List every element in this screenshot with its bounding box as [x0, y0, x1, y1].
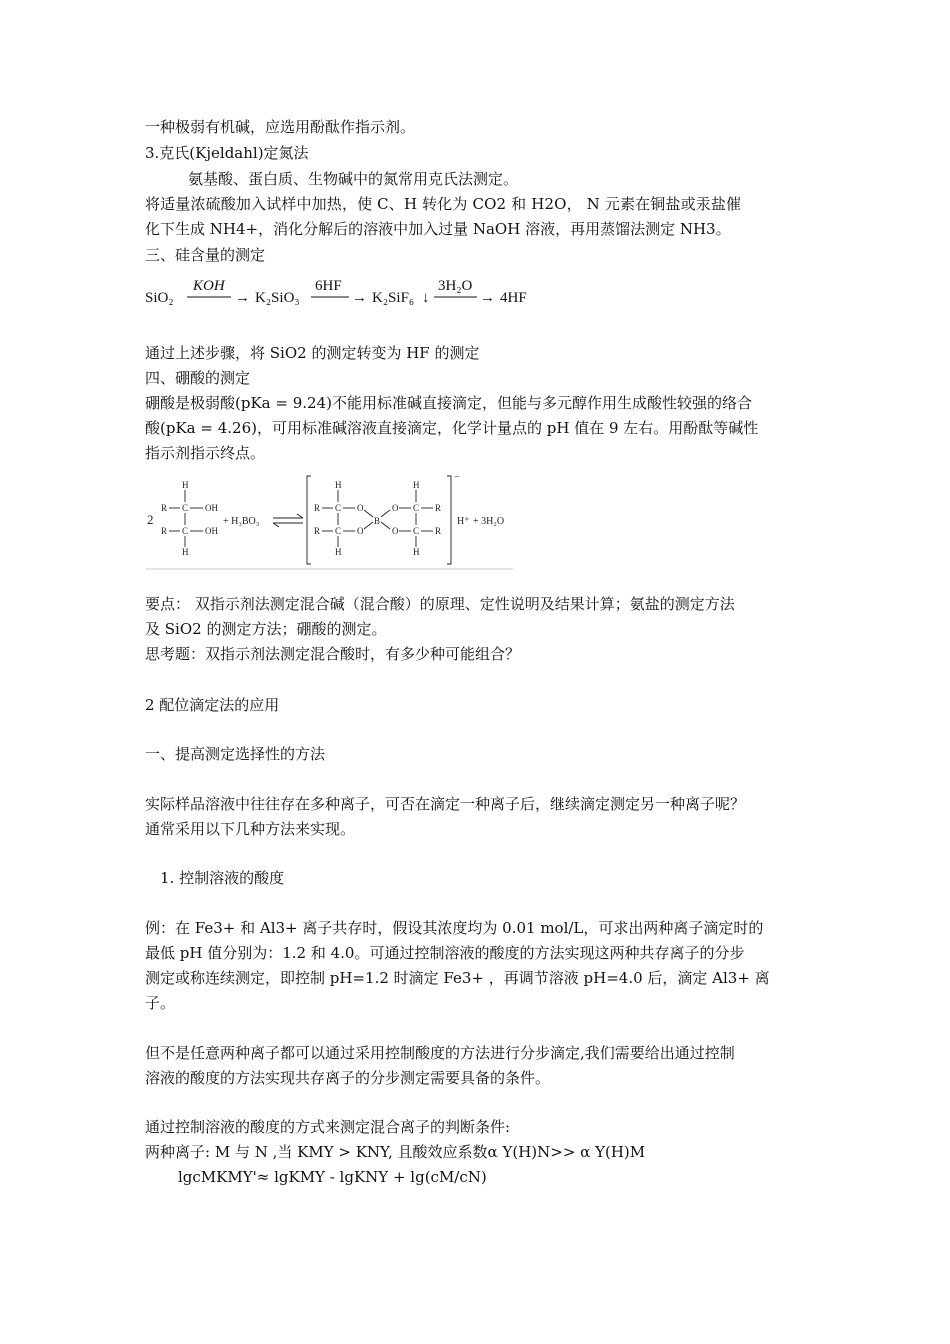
svg-text:R: R	[161, 503, 168, 513]
svg-text:+ H₃BO₃: + H₃BO₃	[223, 516, 260, 527]
section-heading: 3.克氏(Kjeldahl)定氮法	[145, 144, 309, 162]
svg-text:O: O	[392, 526, 399, 536]
svg-text:O: O	[357, 526, 364, 536]
text-line: 一种极弱有机碱，应选用酚酞作指示剂。	[145, 118, 416, 136]
svg-text:O: O	[392, 503, 399, 513]
svg-text:B: B	[374, 516, 381, 526]
svg-text:→: →	[352, 290, 367, 306]
text-line: 子。	[145, 994, 176, 1012]
svg-text:OH: OH	[205, 526, 218, 536]
section-heading: 2 配位滴定法的应用	[145, 696, 280, 714]
svg-text:H: H	[413, 547, 420, 557]
text-line: 通过上述步骤，将 SiO2 的测定转变为 HF 的测定	[145, 344, 480, 362]
formula-3h2o: 3H₂O	[438, 278, 473, 294]
svg-text:→: →	[235, 290, 250, 306]
svg-text:C: C	[413, 526, 420, 536]
svg-text:C: C	[182, 503, 189, 513]
text-line: 及 SiO2 的测定方法；硼酸的测定。	[145, 620, 387, 638]
formula-k2sif6: K₂SiF₆	[372, 290, 415, 306]
svg-text:OH: OH	[205, 503, 218, 513]
text-line: 最低 pH 值分别为：1.2 和 4.0。可通过控制溶液的酸度的方法实现这两种共存离子的分步	[145, 944, 745, 962]
svg-text:H: H	[413, 480, 420, 490]
formula-6hf: 6HF	[315, 278, 342, 294]
svg-text:C: C	[335, 503, 342, 513]
svg-text:→: →	[480, 290, 495, 306]
svg-text:R: R	[435, 503, 442, 513]
svg-text:H: H	[335, 480, 342, 490]
text-line: 两种离子: M 与 N ,当 KMY > KNY, 且酸效应系数α Y(H)N>> α Y(H)M	[145, 1143, 646, 1161]
text-line: 指示剂指示终点。	[145, 444, 266, 462]
svg-text:+ 3H₂O: + 3H₂O	[473, 516, 505, 527]
section-heading: 三、硅含量的测定	[145, 246, 266, 264]
formula-sio2: SiO₂	[145, 290, 174, 306]
text-line: 化下生成 NH4+，消化分解后的溶液中加入过量 NaOH 溶液，再用蒸馏法测定 NH3。	[145, 220, 731, 238]
svg-text:R: R	[161, 526, 168, 536]
section-heading: 四、硼酸的测定	[145, 369, 251, 387]
boric-acid-reaction-diagram	[145, 472, 525, 572]
formula-k2sio3: K₂SiO₃	[255, 290, 300, 306]
text-line: 通过控制溶液的酸度的方式来测定混合离子的判断条件:	[145, 1118, 511, 1136]
svg-text:H: H	[182, 547, 189, 557]
svg-text:R: R	[314, 503, 321, 513]
text-line: 溶液的酸度的方法实现共存离子的分步测定需要具备的条件。	[145, 1069, 551, 1087]
text-line: 但不是任意两种离子都可以通过采用控制酸度的方法进行分步滴定,我们需要给出通过控制	[145, 1044, 735, 1062]
text-line: 例：在 Fe3+ 和 Al3+ 离子共存时，假设其浓度均为 0.01 mol/L，可求出两种离子滴定时的	[145, 919, 764, 937]
text-line: 硼酸是极弱酸(pKa = 9.24)不能用标准碱直接滴定，但能与多元醇作用生成酸性较强的络合	[145, 394, 752, 412]
equation-line: lgcMKMY'≈ lgKMY - lgKNY + lg(cM/cN)	[178, 1168, 487, 1186]
text-line: 实际样品溶液中往往存在多种离子，可否在滴定一种离子后，继续滴定测定另一种离子呢？	[145, 795, 746, 813]
text-line: 要点： 双指示剂法测定混合碱（混合酸）的原理、定性说明及结果计算；氨盐的测定方法	[145, 595, 735, 613]
svg-text:H: H	[335, 547, 342, 557]
text-line: 思考题：双指示剂法测定混合酸时，有多少种可能组合？	[145, 645, 521, 663]
svg-text:H⁺: H⁺	[457, 516, 470, 527]
subsection-heading: 1. 控制溶液的酸度	[160, 869, 285, 887]
svg-text:R: R	[314, 526, 321, 536]
text-line: 酸(pKa = 4.26)，可用标准碱溶液直接滴定，化学计量点的 pH 值在 9 左右。用酚酞等碱性	[145, 419, 759, 437]
svg-text:C: C	[182, 526, 189, 536]
svg-text:R: R	[435, 526, 442, 536]
text-line: 将适量浓硫酸加入试样中加热，使 C、H 转化为 CO2 和 H2O， N 元素在铜盐或汞盐催	[145, 195, 742, 213]
svg-text:−: −	[454, 472, 460, 483]
svg-text:H: H	[182, 480, 189, 490]
svg-text:2: 2	[147, 512, 154, 527]
svg-text:O: O	[357, 503, 364, 513]
text-line: 氨基酸、蛋白质、生物碱中的氮常用克氏法测定。	[188, 170, 519, 188]
svg-text:C: C	[413, 503, 420, 513]
formula-koh: KOH	[193, 278, 225, 294]
formula-4hf: 4HF	[500, 290, 527, 306]
silicon-reaction-formula	[145, 272, 565, 314]
text-line: 测定或称连续测定，即控制 pH=1.2 时滴定 Fe3+ ，再调节溶液 pH=4.0 后，滴定 Al3+ 离	[145, 969, 770, 987]
section-heading: 一、提高测定选择性的方法	[145, 745, 326, 763]
formula-down-arrow: ↓	[422, 290, 430, 306]
svg-text:C: C	[335, 526, 342, 536]
text-line: 通常采用以下几种方法来实现。	[145, 820, 356, 838]
